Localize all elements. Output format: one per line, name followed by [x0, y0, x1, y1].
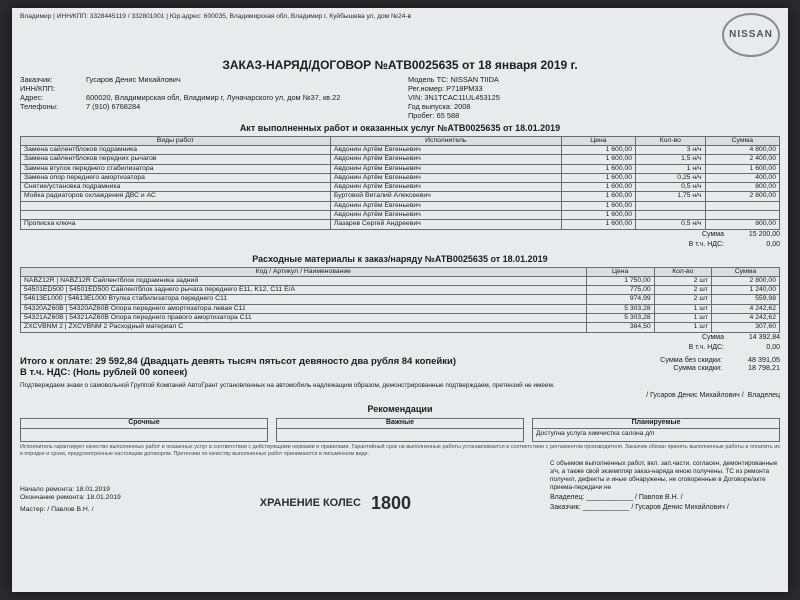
- wheel-storage-label: ХРАНЕНИЕ КОЛЕС: [259, 496, 361, 509]
- materials-sum: [12, 333, 788, 344]
- works-cell: 0,5 н/ч: [636, 220, 706, 229]
- document-topbar: [12, 8, 788, 57]
- table-row: [21, 314, 780, 323]
- without-discount-label: Сумма без скидки:: [660, 354, 722, 364]
- materials-cell: 2 шт: [654, 295, 711, 304]
- works-cell: 1 600,00: [561, 211, 635, 220]
- materials-sum-label: Сумма: [702, 333, 724, 341]
- works-cell: Снятие/установка подрамника: [21, 183, 331, 192]
- customer-name-label: Заказчик:: [20, 74, 53, 84]
- works-body: [21, 146, 780, 230]
- phone-1800-label: 1800: [370, 492, 412, 513]
- rec-important-header: Важные: [277, 419, 523, 429]
- table-row: [21, 201, 780, 210]
- works-vat: [12, 240, 788, 251]
- materials-cell: 974,99: [586, 295, 654, 304]
- sign-manager-name: / Павлов В.Н. /: [634, 493, 683, 501]
- grand-total-block: [12, 354, 788, 381]
- works-cell: 2 400,00: [705, 155, 779, 164]
- works-cell: Замена сайлентблоков передних рычагов: [21, 155, 331, 164]
- grand-total-words: (Двадцать девять тысяч пятьсот девяносто два рубля 84 копейки): [140, 355, 457, 367]
- table-row: [21, 276, 780, 285]
- customer-phone: 7 (910) 6768284: [86, 101, 141, 111]
- materials-header-cell: Цена: [586, 267, 654, 276]
- quality-notice: Подтверждаем знаки о самовольной Группой Компаний АвтоГрант установленных на автомобиль надлежащим образом, демонстрированные подтверждаем, претензий не имеем.: [20, 381, 555, 389]
- materials-cell: NABZ12R | NABZ12R Сайлентблок подрамника задний: [21, 276, 587, 285]
- works-cell: Авдонин Артём Евгеньевич: [330, 155, 561, 164]
- works-cell: 800,00: [705, 183, 779, 192]
- rec-important-body: [277, 429, 523, 431]
- recommendations-title: Рекомендации: [367, 404, 433, 415]
- works-cell: 1,75 н/ч: [636, 192, 706, 201]
- works-vat-label: В т.ч. НДС:: [688, 241, 724, 249]
- table-row: [21, 192, 780, 201]
- vehicle-year: Год выпуска: 2008: [408, 101, 471, 111]
- repair-start-label: Начало ремонта:: [20, 485, 75, 493]
- materials-header-row: [21, 267, 780, 276]
- materials-table-wrap: [12, 267, 788, 333]
- vehicle-model: Модель ТС: NISSAN TIIDA: [408, 74, 499, 84]
- works-cell: Авдонин Артём Евгеньевич: [330, 164, 561, 173]
- works-cell: Замена втулок переднего стабилизатора: [21, 164, 331, 173]
- table-row: [21, 173, 780, 182]
- master-label: Мастер:: [20, 506, 46, 514]
- works-header-cell: Исполнитель: [330, 136, 561, 145]
- grand-vat-label: В т.ч. НДС:: [20, 367, 71, 379]
- materials-cell: 2 шт: [654, 276, 711, 285]
- works-cell: 400,00: [705, 173, 779, 182]
- works-cell: 3 н/ч: [636, 146, 706, 155]
- grand-total-value: 29 592,84: [95, 355, 138, 367]
- works-header-cell: Сумма: [705, 136, 779, 145]
- works-header-row: [21, 136, 780, 145]
- master-name: / Павлов В.Н. /: [47, 506, 94, 514]
- works-cell: [21, 211, 331, 220]
- materials-header-cell: Сумма: [711, 267, 779, 276]
- grand-total-left: [20, 356, 456, 379]
- materials-cell: 54321AZ60B | 54321AZ60B Опора переднего правого амортизатора C11: [21, 314, 587, 323]
- work-order-document: [12, 8, 788, 592]
- owner-sign-row: [12, 391, 788, 402]
- works-sum: [12, 230, 788, 241]
- works-cell: 0,5 н/ч: [636, 183, 706, 192]
- rec-urgent-header: Срочные: [21, 419, 267, 429]
- rec-important: [276, 418, 524, 442]
- works-cell: Лазарев Сергей Андреевич: [330, 220, 561, 229]
- materials-vat: [12, 343, 788, 354]
- works-vat-value: 0,00: [766, 241, 780, 249]
- rec-urgent-body: [21, 429, 267, 431]
- customer-phone-label: Телефоны:: [20, 101, 59, 111]
- rec-planned: [532, 418, 780, 442]
- works-table: [20, 136, 780, 230]
- vehicle-block: [408, 75, 780, 120]
- works-cell: 1 600,00: [561, 201, 635, 210]
- works-cell: Замена сайлентблоков подрамника: [21, 146, 331, 155]
- discount-label: Сумма скидки:: [673, 363, 722, 373]
- works-cell: Прописка ключа: [21, 220, 331, 229]
- table-row: [21, 211, 780, 220]
- materials-cell: 4 242,62: [711, 314, 779, 323]
- materials-body: [21, 276, 780, 332]
- materials-cell: ZXCVBNM 2 | ZXCVBNM 2 Расходный материал С: [21, 323, 587, 332]
- materials-cell: 54320AZ60B | 54320AZ60B Опора переднего амортизатора левая C11: [21, 304, 587, 313]
- discount-value: 18 798,21: [748, 363, 780, 373]
- materials-cell: 775,00: [586, 286, 654, 295]
- works-cell: [21, 201, 331, 210]
- table-row: [21, 286, 780, 295]
- grand-total-label: Итого к оплате:: [20, 355, 93, 367]
- materials-cell: 5 303,28: [586, 314, 654, 323]
- works-cell: 1 600,00: [561, 192, 635, 201]
- without-discount-value: 48 391,05: [748, 354, 780, 364]
- materials-cell: 1 240,00: [711, 286, 779, 295]
- works-cell: Авдонин Артём Евгеньевич: [330, 173, 561, 182]
- table-row: [21, 155, 780, 164]
- works-cell: [636, 211, 706, 220]
- works-sum-label: Сумма: [702, 230, 724, 238]
- works-cell: 1 н/ч: [636, 164, 706, 173]
- materials-cell: 1 шт: [654, 314, 711, 323]
- customer-block: [20, 75, 392, 120]
- materials-cell: 1 750,00: [586, 276, 654, 285]
- materials-table: [20, 267, 780, 333]
- works-cell: Замена опор переднего амортизатора: [21, 173, 331, 182]
- materials-sum-value: 14 392,84: [748, 333, 780, 341]
- bottom-block: [12, 458, 788, 516]
- works-header-cell: Кол-во: [636, 136, 706, 145]
- works-cell: 0,25 н/ч: [636, 173, 706, 182]
- materials-vat-label: В т.ч. НДС:: [688, 344, 724, 352]
- materials-cell: 559,98: [711, 295, 779, 304]
- document-title: ЗАКАЗ-НАРЯД/ДОГОВОР №АТВ0025635 от 18 января 2019 г.: [222, 58, 578, 72]
- works-cell: [705, 201, 779, 210]
- works-cell: Мойка радиаторов охлаждения ДВС и АС: [21, 192, 331, 201]
- materials-title: Расходные материалы к заказ/наряду №АТВ0025635 от 18.01.2019: [252, 253, 548, 264]
- materials-cell: 54501ED500 | 54501ED500 Сайлентблок заднего рычага переднего E11, K12, C11 E/A: [21, 286, 587, 295]
- table-row: [21, 146, 780, 155]
- table-row: [21, 164, 780, 173]
- repair-dates: [20, 486, 121, 515]
- header-block: [12, 75, 788, 120]
- works-cell: 4 800,00: [705, 146, 779, 155]
- rec-planned-item: Доступна услуга химчистка салона д/п: [536, 429, 655, 437]
- recommendations-block: [12, 417, 788, 443]
- owner-sign-label: Владелец: [747, 391, 780, 399]
- customer-address: 600020, Владимирская обл, Владимир г, Луначарского ул, дом №37, кв.22: [86, 92, 341, 102]
- table-row: [21, 295, 780, 304]
- works-cell: 1 600,00: [561, 173, 635, 182]
- materials-cell: 54613EL000 | 54613EL000 Втулка стабилизатора переднего C11: [21, 295, 587, 304]
- vehicle-reg: Рег.номер: Р718РМ33: [408, 83, 483, 93]
- materials-cell: 4 242,62: [711, 304, 779, 313]
- works-cell: 2 800,00: [705, 192, 779, 201]
- works-cell: 1,5 н/ч: [636, 155, 706, 164]
- table-row: [21, 304, 780, 313]
- repair-start: 18.01.2019: [75, 485, 110, 493]
- customer-name: Гусаров Денис Михайлович: [86, 74, 181, 84]
- table-row: [21, 220, 780, 229]
- vehicle-vin: VIN: 3N1TCAC11UL453125: [408, 92, 500, 102]
- materials-header-cell: Кол-во: [654, 267, 711, 276]
- legal-text: Исполнитель гарантирует качество выполненных работ и оказанных услуг в соответствии с действующими нормами и правилами. Гарантийный срок на выполненные работы устанавливается в соответствии с регламентом производителя. Заказчик обязан принять выполненные работы и оплатить их в порядке и сроки, предусмотренные настоящим договором. Претензии по качеству выполненных работ принимаются в письменном виде.: [20, 444, 780, 457]
- materials-cell: 384,50: [586, 323, 654, 332]
- acceptance-text: С объемом выполненных работ, вкл. зап.части, согласен, демонтированные з/ч, а также свой экземпляр заказ-наряда мною получены. ТС из ремонта получил, дефекты и иные обнаружены, не оговоренные в Договоре/акте приема-передачи не: [550, 460, 778, 491]
- works-cell: 1 600,00: [705, 164, 779, 173]
- sign-owner-label: Владелец:: [550, 493, 585, 501]
- materials-cell: 1 шт: [654, 323, 711, 332]
- works-title: Акт выполненных работ и оказанных услуг №АТВ0025635 от 18.01.2019: [239, 122, 561, 133]
- rec-planned-header: Планируемые: [533, 419, 779, 429]
- works-cell: Авдонин Артём Евгеньевич: [330, 146, 561, 155]
- works-cell: Буртовой Виталий Алексеевич: [330, 192, 561, 201]
- grand-vat-words: (Ноль рублей 00 копеек): [73, 367, 188, 379]
- works-cell: 1 600,00: [561, 164, 635, 173]
- repair-end-label: Окончание ремонта:: [20, 494, 85, 502]
- rec-urgent: [20, 418, 268, 442]
- works-cell: Авдонин Артём Евгеньевич: [330, 211, 561, 220]
- materials-cell: 2 шт: [654, 286, 711, 295]
- grand-total-right: [660, 356, 780, 379]
- customer-inn-label: ИНН/КПП:: [20, 83, 56, 93]
- works-cell: Авдонин Артём Евгеньевич: [330, 201, 561, 210]
- materials-vat-value: 0,00: [766, 344, 780, 352]
- works-cell: 1 600,00: [561, 146, 635, 155]
- works-cell: 1 600,00: [561, 220, 635, 229]
- works-table-wrap: [12, 136, 788, 230]
- works-sum-value: 15 200,00: [748, 230, 780, 238]
- works-cell: [636, 201, 706, 210]
- works-cell: 1 600,00: [561, 183, 635, 192]
- sign-customer-label: Заказчик:: [550, 504, 581, 512]
- works-header-cell: Цена: [561, 136, 635, 145]
- vehicle-mileage: Пробег: 65 588: [408, 110, 460, 120]
- materials-cell: 5 303,28: [586, 304, 654, 313]
- repair-end: 18.01.2019: [86, 494, 121, 502]
- owner-sign-name: / Гусаров Денис Михайлович /: [646, 391, 744, 399]
- works-cell: 1 600,00: [561, 155, 635, 164]
- nissan-logo-icon: NISSAN: [722, 13, 780, 57]
- materials-cell: 1 шт: [654, 304, 711, 313]
- works-cell: Авдонин Артём Евгеньевич: [330, 183, 561, 192]
- company-requisites: Владимир | ИНН/КПП: 3328445119 / 332801001 | Юр.адрес: 600035, Владимирская обл, Владимир г, Куйбышева ул, дом №24-в: [20, 13, 412, 20]
- sign-customer-name: / Гусаров Денис Михайлович /: [631, 504, 729, 512]
- works-cell: [705, 211, 779, 220]
- table-row: [21, 323, 780, 332]
- works-header-cell: Виды работ: [21, 136, 331, 145]
- works-cell: 800,00: [705, 220, 779, 229]
- materials-header-cell: Код / Артикул / Наименование: [21, 267, 587, 276]
- customer-address-label: Адрес:: [20, 92, 44, 102]
- materials-cell: 307,60: [711, 323, 779, 332]
- materials-cell: 2 800,00: [711, 276, 779, 285]
- storage-brand: [260, 493, 411, 515]
- table-row: [21, 183, 780, 192]
- signatures-block: С объемом выполненных работ, вкл. зап.части, согласен, демонтированные з/ч, а также свой экземпляр заказ-наряда мною получены. ТС из ремонта получил, дефекты и иные обнаружены, не оговоренные в Договоре/акте приема-передачи не Владелец: ____________ / Павлов В.Н. / Заказчик: ____________ / Гусаров Денис Михайлович /: [550, 460, 780, 514]
